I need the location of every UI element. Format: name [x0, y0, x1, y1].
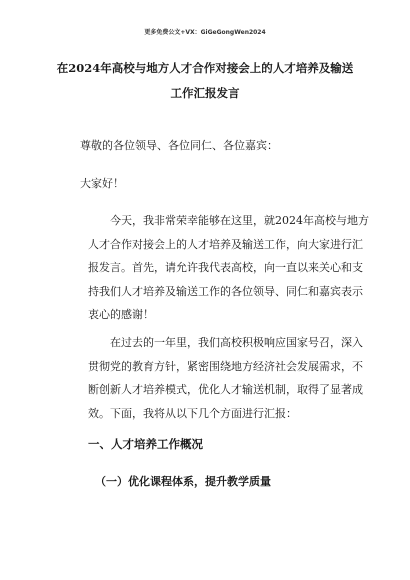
paragraph-2-line: 在过去的一年里，我们高校积极响应国家号召，深入 — [110, 336, 363, 349]
paragraph-2-line: 效。下面，我将从以下几个方面进行汇报： — [88, 406, 297, 420]
subsection-heading-1: （一）优化课程体系，提升教学质量 — [95, 475, 271, 488]
paragraph-1-line: 报发言。首先，请允许我代表高校，向一直以来关心和支 — [88, 261, 363, 274]
title-line-2: 工作汇报发言 — [170, 86, 240, 100]
title-line-1: 在2024年高校与地方人才合作对接会上的人才培养及输送 — [56, 61, 354, 75]
paragraph-2-line: 断创新人才培养模式，优化人才输送机制，取得了显著成 — [88, 383, 363, 396]
section-heading-1: 一、人才培养工作概况 — [88, 437, 203, 451]
page-header: 更多免费公文+VX：GiGeGongWen2024 — [144, 29, 266, 36]
salutation: 大家好！ — [80, 177, 124, 190]
paragraph-2 — [88, 331, 363, 425]
paragraph-1-line: 衷心的感谢！ — [88, 308, 154, 321]
paragraph-1 — [88, 209, 369, 327]
paragraph-1-line: 今天，我非常荣幸能够在这里，就2024年高校与地方 — [110, 214, 369, 227]
paragraph-1-line: 持我们人才培养及输送工作的各位领导、同仁和嘉宾表示 — [88, 284, 363, 298]
paragraph-1-line: 人才合作对接会上的人才培养及输送工作，向大家进行汇 — [88, 237, 363, 251]
greeting: 尊敬的各位领导、各位同仁、各位嘉宾： — [80, 139, 278, 152]
paragraph-2-line: 贯彻党的教育方针，紧密围绕地方经济社会发展需求，不 — [88, 359, 363, 373]
document-title — [50, 56, 360, 106]
